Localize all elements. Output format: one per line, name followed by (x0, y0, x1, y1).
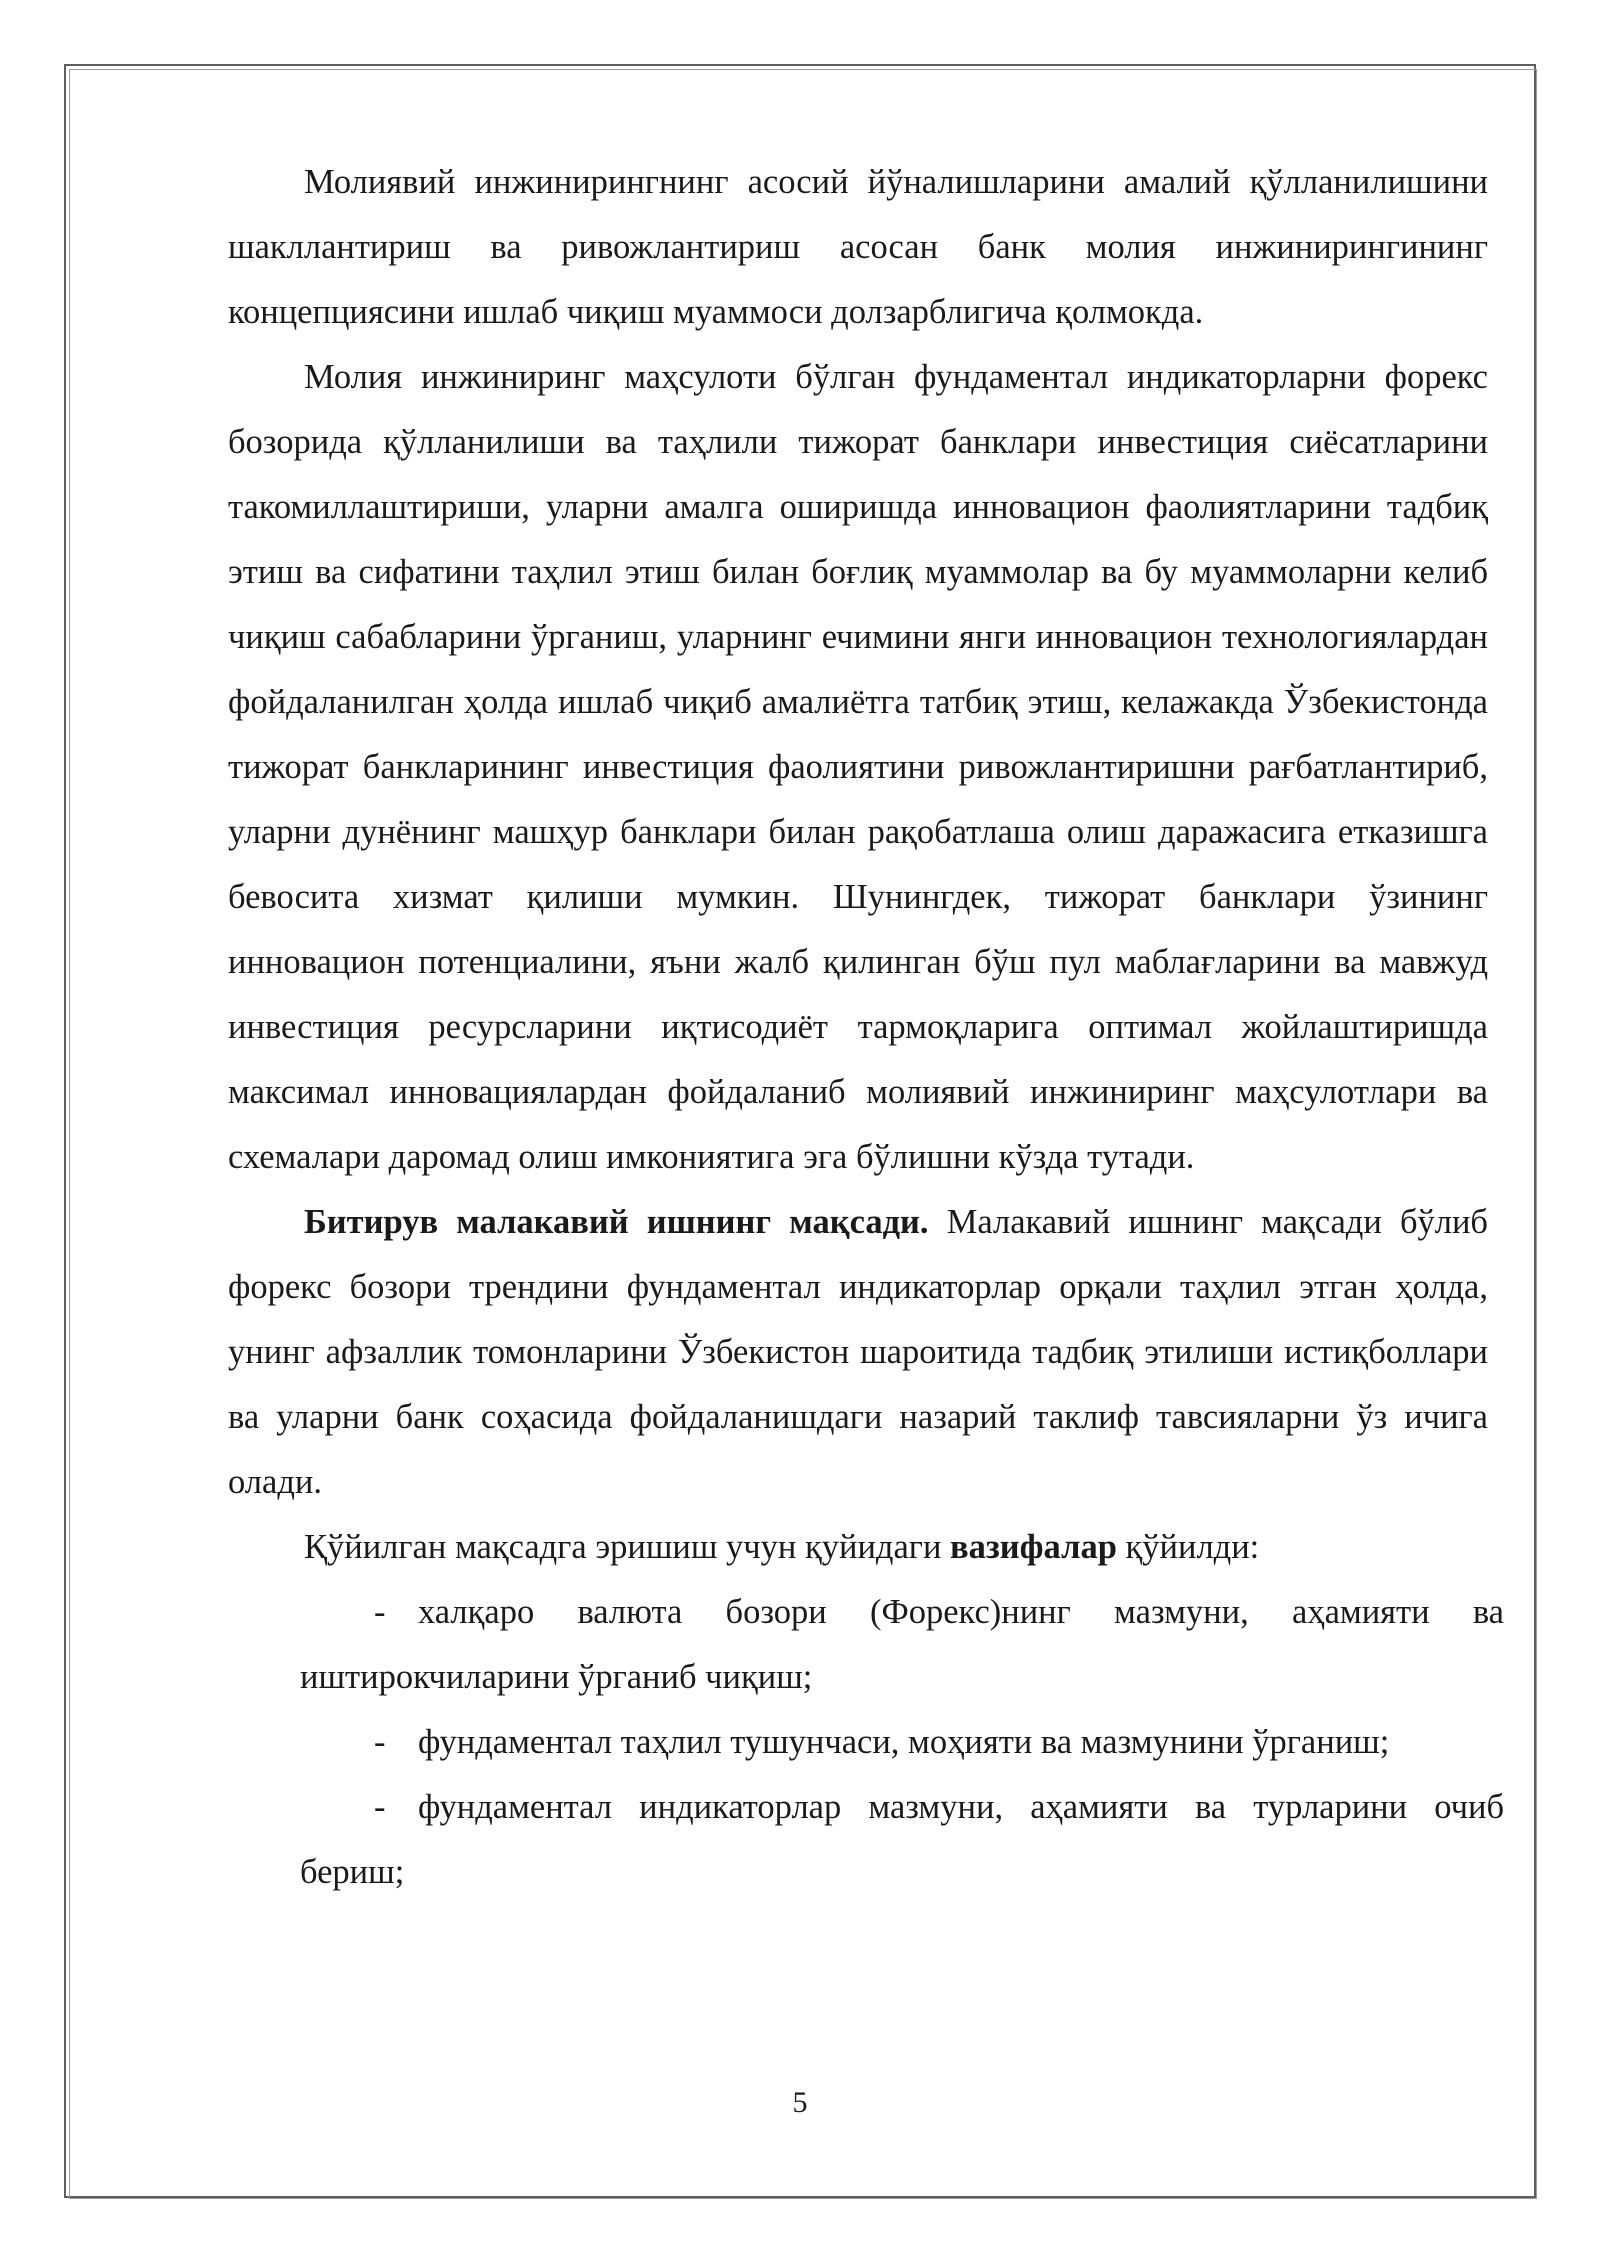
paragraph-1: Молиявий инжинирингнинг асосий йўналишларини амалий қўлланилишини шакллантириш ва ривожлантириш асосан банк молия инжинирингининг концепциясини ишлаб чиқиш муаммоси долзарблигича қолмокда. (228, 163, 1488, 331)
paragraph-2: Молия инжиниринг маҳсулоти бўлган фундаментал индикаторларни форекс бозорида қўлланилиши ва таҳлили тижорат банклари инвестиция сиёсатларини такомиллаштириши, уларни амалга оширишда инновацион фаолиятларини тадбиқ этиш ва сифатини таҳлил этиш билан боғлиқ муаммолар ва бу муаммоларни келиб чиқиш сабабларини ўрганиш, уларнинг ечимини янги инновацион технологиялардан фойдаланилган ҳолда ишлаб чиқиб амалиётга татбиқ этиш, келажакда Ўзбекистонда тижорат банкларининг инвестиция фаолиятини ривожлантиришни рағбатлантириб, уларни дунёнинг машҳур банклари билан рақобатлаша олиш даражасига етказишга бевосита хизмат қилиши мумкин. Шунингдек, тижорат банклари ўзининг инновацион потенциалини, яъни жалб қилинган бўш пул маблағларини ва мавжуд инвестиция ресурсларини иқтисодиёт тармоқларига оптимал жойлаштиришда максимал инновациялардан фойдаланиб молиявий инжиниринг маҳсулотлари ва схемалари даромад олиш имкониятига эга бўлишни кўзда тутади. (228, 358, 1488, 1176)
goal-text: Малакавий ишнинг мақсади бўлиб форекс бозори трендини фундаментал индикаторлар орқали таҳлил этган ҳолда, унинг афзаллик томонларини Ўзбекистон шароитида тадбиқ этилиши истиқболлари ва уларни банк соҳасида фойдаланишдаги назарий таклиф тавсияларни ўз ичига олади. (228, 1203, 1488, 1501)
list-item-text: фундаментал таҳлил тушунчаси, моҳияти ва мазмунини ўрганиш; (418, 1723, 1390, 1761)
list-item-text: халқаро валюта бозори (Форекс)нинг мазмуни, аҳамияти ва иштирокчиларини ўрганиб чиқиш; (300, 1593, 1504, 1696)
tasks-list (300, 1580, 1504, 1905)
list-dash: - (374, 1723, 386, 1761)
list-item (300, 1710, 1504, 1775)
tasks-intro-post: қўйилди: (1116, 1528, 1260, 1566)
document-body (228, 150, 1504, 1905)
list-item-text: фундаментал индикаторлар мазмуни, аҳамияти ва турларини очиб бериш; (300, 1788, 1504, 1891)
list-item (300, 1580, 1504, 1710)
goal-heading: Битирув малакавий ишнинг мақсади. (304, 1203, 929, 1241)
tasks-intro (228, 1515, 1488, 1580)
list-dash: - (374, 1593, 386, 1631)
list-item (300, 1775, 1504, 1905)
list-dash: - (374, 1788, 386, 1826)
page-number: 5 (792, 2086, 808, 2119)
tasks-intro-bold: вазифалар (950, 1528, 1117, 1566)
paragraph-goal (228, 1190, 1488, 1515)
tasks-intro-pre: Қўйилган мақсадга эришиш учун қуйидаги (304, 1528, 951, 1566)
